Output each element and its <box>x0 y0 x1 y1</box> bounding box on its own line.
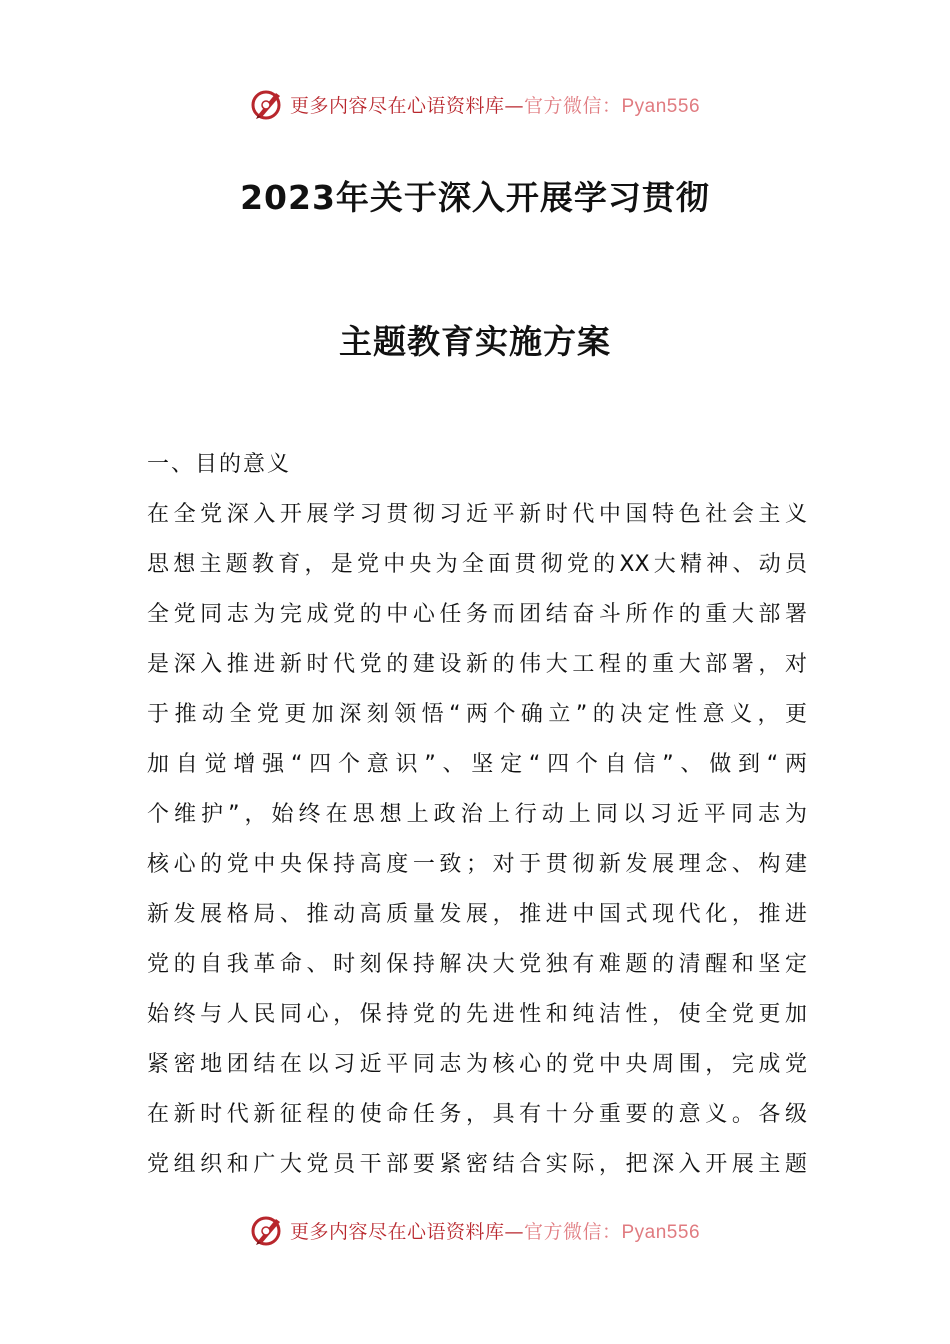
paragraph-line: 思想主题教育，是党中央为全面贯彻党的XX大精神、动员 <box>147 552 807 577</box>
pen-circle-icon <box>250 87 284 121</box>
paragraph-line: 党组织和广大党员干部要紧密结合实际，把深入开展主题 <box>147 1152 807 1177</box>
banner-site-name: 更多内容尽在心语资料库 <box>289 94 505 117</box>
section-heading: 一、目的意义 <box>147 452 292 477</box>
banner-site-name: 更多内容尽在心语资料库 <box>289 1220 505 1243</box>
banner-text <box>290 91 700 118</box>
banner-separator: — <box>504 94 524 117</box>
paragraph-line: 全党同志为完成党的中心任务而团结奋斗所作的重大部署 <box>147 602 807 627</box>
banner-text <box>290 1217 700 1244</box>
document-title-line-1: 2023年关于深入开展学习贯彻 <box>240 178 710 217</box>
header-banner <box>0 84 950 124</box>
banner-wechat: 官方微信：Pyan556 <box>524 95 701 117</box>
paragraph-line: 加自觉增强“四个意识”、坚定“四个自信”、做到“两 <box>147 752 807 777</box>
paragraph-line: 核心的党中央保持高度一致；对于贯彻新发展理念、构建 <box>147 852 807 877</box>
paragraph-line: 是深入推进新时代党的建设新的伟大工程的重大部署，对 <box>147 652 807 677</box>
document-body <box>147 440 807 1190</box>
paragraph-line: 在全党深入开展学习贯彻习近平新时代中国特色社会主义 <box>147 502 807 527</box>
paragraph-line: 个维护”，始终在思想上政治上行动上同以习近平同志为 <box>147 802 807 827</box>
footer-banner <box>0 1210 950 1250</box>
paragraph-line: 新发展格局、推动高质量发展，推进中国式现代化，推进 <box>147 902 807 927</box>
banner-separator: — <box>504 1220 524 1243</box>
paragraph-line: 紧密地团结在以习近平同志为核心的党中央周围，完成党 <box>147 1052 807 1077</box>
paragraph-line: 党的自我革命、时刻保持解决大党独有难题的清醒和坚定 <box>147 952 807 977</box>
paragraph-line: 在新时代新征程的使命任务，具有十分重要的意义。各级 <box>147 1102 807 1127</box>
paragraph-line: 始终与人民同心，保持党的先进性和纯洁性，使全党更加 <box>147 1002 807 1027</box>
paragraph-line: 于推动全党更加深刻领悟“两个确立”的决定性意义，更 <box>147 702 807 727</box>
document-title-line-2: 主题教育实施方案 <box>339 322 611 361</box>
banner-wechat: 官方微信：Pyan556 <box>524 1221 701 1243</box>
pen-circle-icon <box>250 1213 284 1247</box>
